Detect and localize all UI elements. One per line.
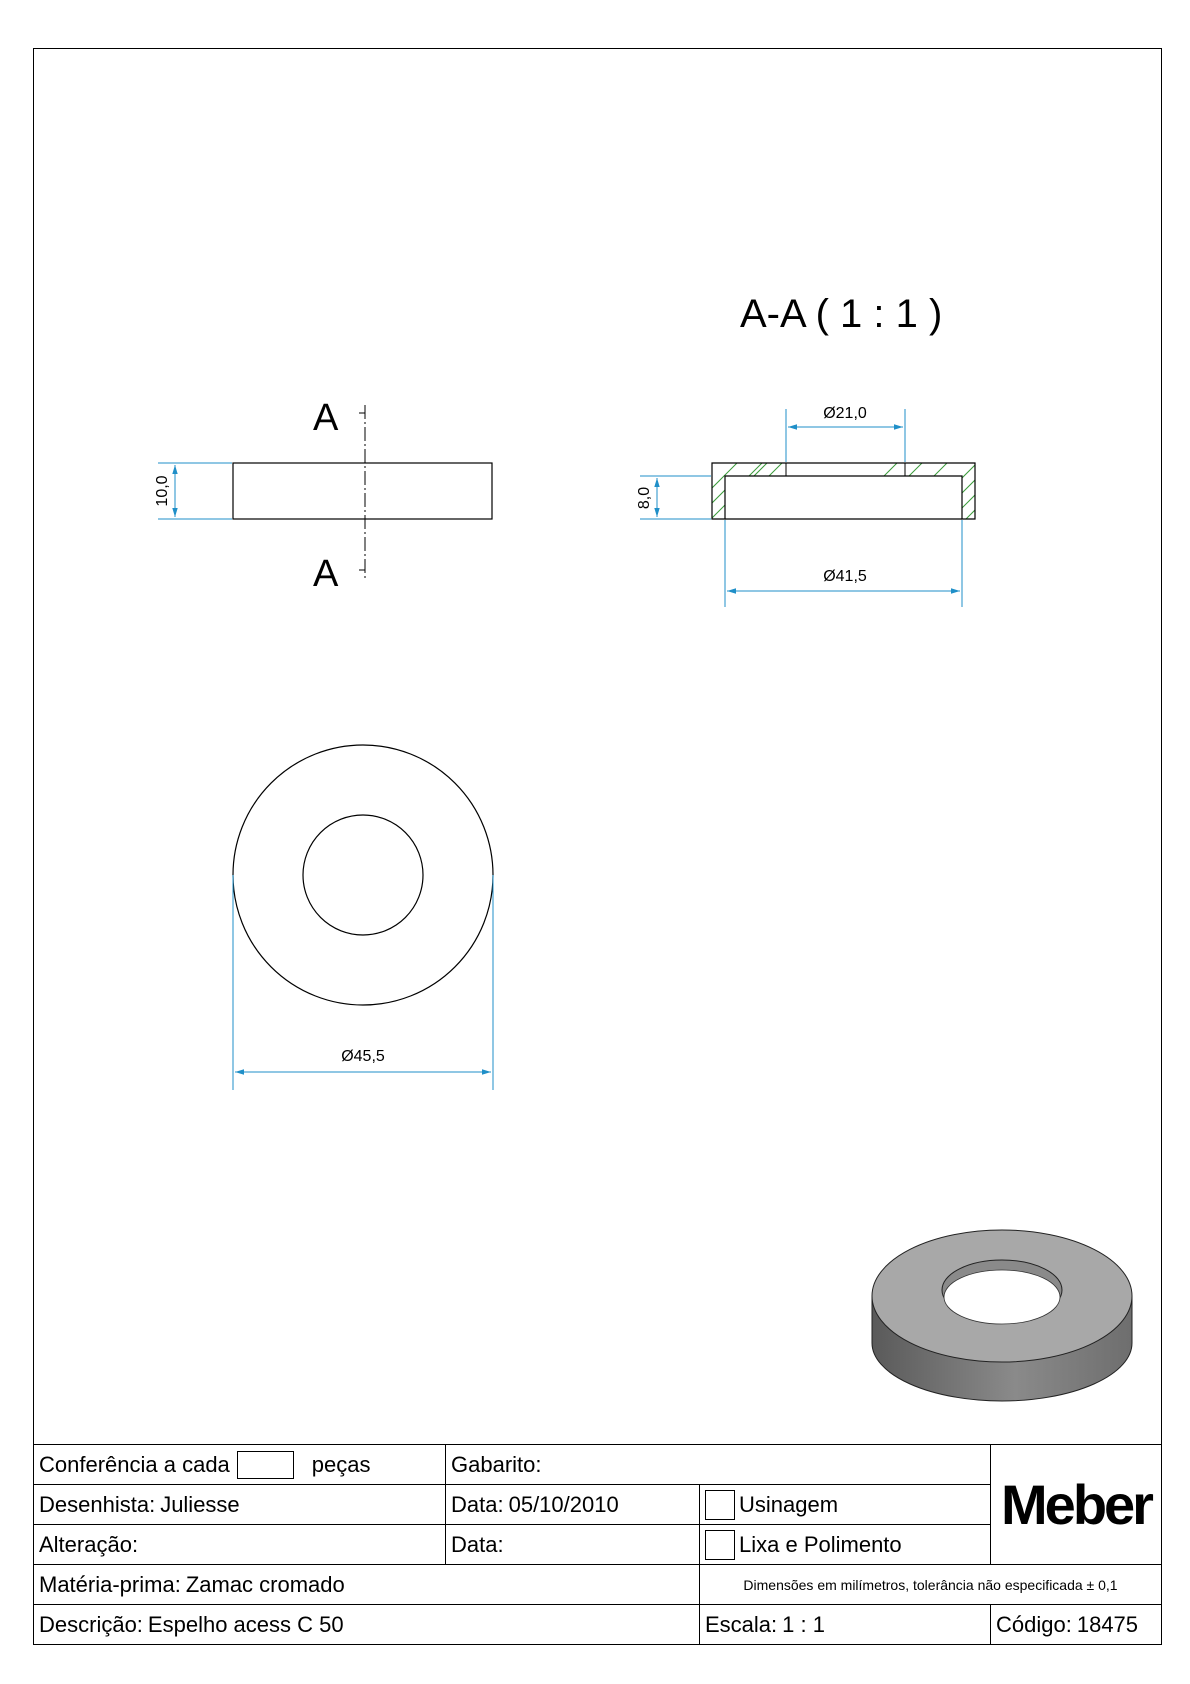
- desenhista-label: Desenhista:: [39, 1491, 156, 1517]
- escala-cell: [699, 1604, 991, 1645]
- alteracao-label: Alteração:: [39, 1531, 139, 1557]
- pecas-label: peças: [311, 1451, 371, 1477]
- data-value: 05/10/2010: [508, 1491, 619, 1517]
- desenhista-cell: [33, 1484, 446, 1525]
- codigo-value: 18475: [1076, 1611, 1139, 1637]
- top-view: [233, 745, 493, 1090]
- data-label: Data:: [451, 1491, 504, 1517]
- materia-cell: [33, 1564, 700, 1605]
- isometric-render: [872, 1230, 1132, 1401]
- data-cell: [445, 1484, 700, 1525]
- usinagem-cell: [699, 1484, 991, 1525]
- lixa-label: Lixa e Polimento: [739, 1531, 902, 1557]
- dim-height-section: 8,0: [636, 486, 653, 510]
- gabarito-label: Gabarito:: [451, 1451, 542, 1477]
- dim-inner-diameter: Ø21,0: [823, 405, 867, 422]
- section-label-bottom: A: [313, 553, 339, 595]
- render-hole: [944, 1270, 1060, 1324]
- section-view-title: A-A ( 1 : 1 ): [740, 292, 943, 336]
- alteracao-cell: [33, 1524, 446, 1565]
- materia-label: Matéria-prima:: [39, 1571, 181, 1597]
- conferencia-input[interactable]: [237, 1451, 294, 1479]
- conferencia-label: Conferência a cada: [39, 1451, 230, 1477]
- dim-outer-diameter: Ø45,5: [341, 1048, 385, 1065]
- front-view: [154, 397, 492, 595]
- section-view: [636, 405, 990, 607]
- data2-label: Data:: [451, 1531, 504, 1557]
- tolerance-note: Dimensões em milímetros, tolerância não especificada ± 0,1: [699, 1564, 1162, 1605]
- conferencia-cell: [33, 1444, 446, 1485]
- usinagem-label: Usinagem: [739, 1491, 839, 1517]
- codigo-label: Código:: [996, 1611, 1072, 1637]
- descricao-value: Espelho acess C 50: [147, 1611, 344, 1637]
- title-block: [33, 1444, 1162, 1645]
- lixa-checkbox[interactable]: [705, 1530, 735, 1560]
- dim-height-front: 10,0: [154, 475, 171, 507]
- top-view-inner-circle: [303, 815, 423, 935]
- section-outline: [712, 463, 975, 519]
- lixa-cell: [699, 1524, 991, 1565]
- dim-section-outer-diameter: Ø41,5: [823, 568, 867, 585]
- gabarito-cell: [445, 1444, 991, 1485]
- company-logo: Meber: [990, 1444, 1162, 1565]
- front-view-outline: [233, 463, 492, 519]
- descricao-cell: [33, 1604, 700, 1645]
- escala-label: Escala:: [705, 1611, 778, 1637]
- descricao-label: Descrição:: [39, 1611, 143, 1637]
- section-label-top: A: [313, 397, 339, 439]
- escala-value: 1 : 1: [782, 1611, 825, 1637]
- section-hatching: [700, 450, 990, 545]
- desenhista-value: Juliesse: [160, 1491, 240, 1517]
- codigo-cell: [990, 1604, 1162, 1645]
- top-view-outer-circle: [233, 745, 493, 1005]
- usinagem-checkbox[interactable]: [705, 1490, 735, 1520]
- data2-cell: [445, 1524, 700, 1565]
- materia-value: Zamac cromado: [185, 1571, 345, 1597]
